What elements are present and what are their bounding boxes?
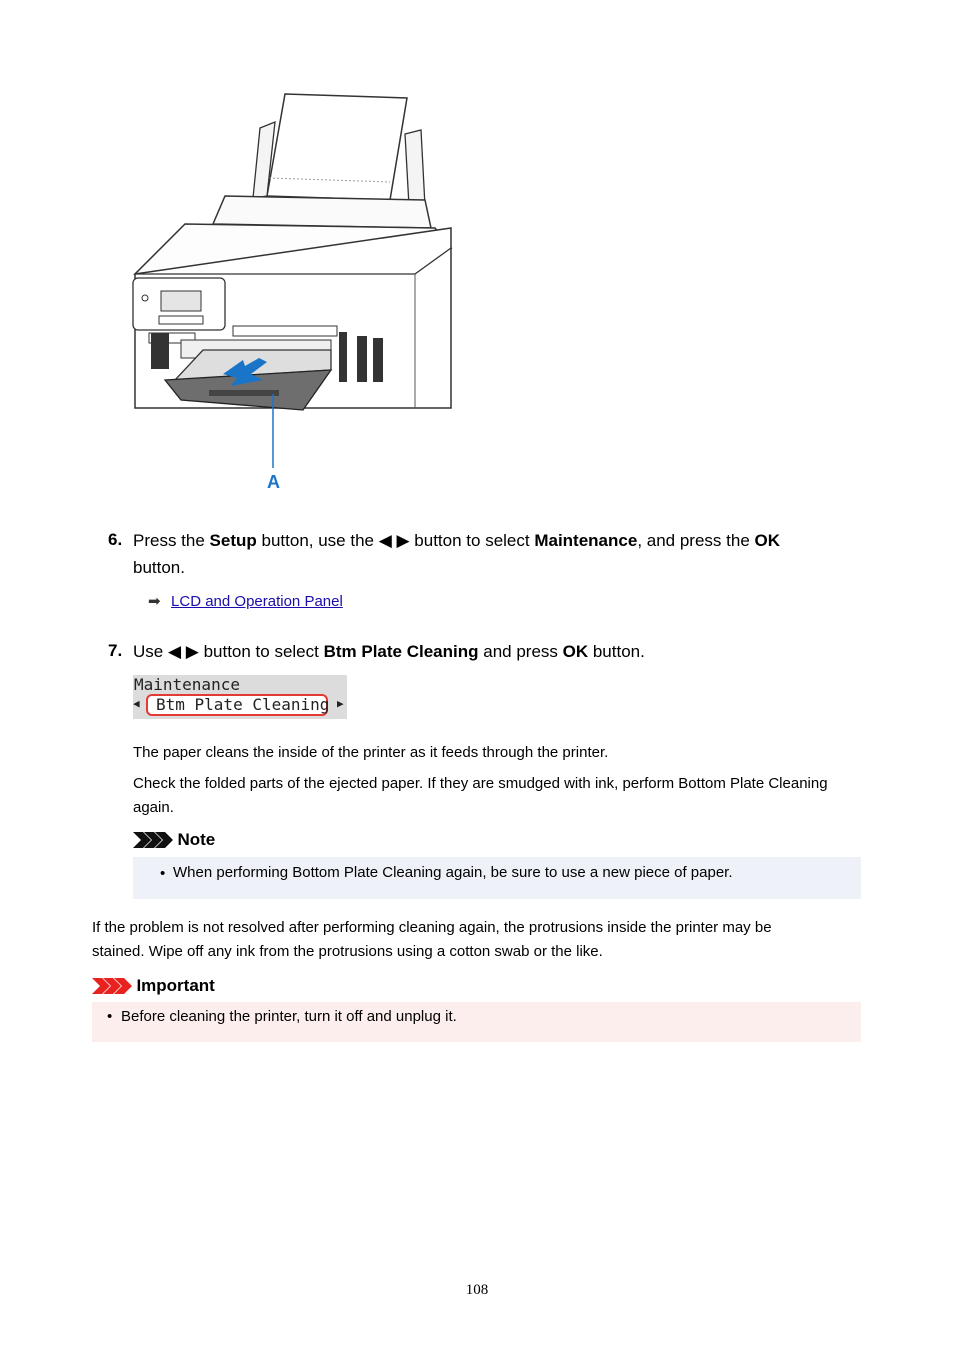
lcd-left-arrow-icon: ◀ (133, 697, 140, 710)
paragraph: If the problem is not resolved after performing cleaning again, the protrusions inside the printer may be stained. Wipe off any ink from the protrusions using a cotton swab or the like. (92, 919, 772, 960)
paragraph: The paper cleans the inside of the printer as it feeds through the printer. (133, 744, 609, 761)
lcd-screen (133, 675, 347, 719)
note-chevrons-icon (133, 831, 173, 849)
arrow-left-right-icon: ◀ ▶ (378, 531, 410, 550)
right-arrow-icon: ➡ (148, 593, 161, 610)
note-item: When performing Bottom Plate Cleaning again, be sure to use a new piece of paper. (173, 864, 733, 881)
link-row (148, 592, 343, 611)
bullet: • (160, 865, 166, 882)
lcd-right-arrow-icon: ▶ (337, 697, 344, 710)
page-number: 108 (465, 1282, 489, 1298)
important-heading: Important (92, 976, 215, 996)
arrow-left-right-icon: ◀ ▶ (167, 642, 199, 661)
callout-label: A (267, 472, 280, 492)
step-6-text: Press the Setup button, use the ◀ ▶ button to select Maintenance, and press the OK button. (133, 531, 780, 577)
bullet: • (107, 1008, 113, 1025)
note-box (133, 857, 861, 899)
printer-illustration (125, 88, 465, 498)
note-heading: Note (133, 830, 215, 850)
important-box (92, 1002, 861, 1042)
paragraph: Check the folded parts of the ejected paper. If they are smudged with ink, perform Bottom Plate Cleaning again. (133, 775, 828, 816)
lcd-selected-item: Btm Plate Cleaning (156, 695, 330, 714)
lcd-operation-panel-link[interactable]: LCD and Operation Panel (171, 593, 343, 610)
important-item: Before cleaning the printer, turn it off and unplug it. (121, 1008, 457, 1025)
step-number: 7. (108, 641, 123, 660)
important-chevrons-icon (92, 977, 132, 995)
step-number: 6. (108, 530, 123, 549)
lcd-title: Maintenance (134, 675, 240, 694)
lcd-highlight (146, 694, 328, 716)
step-7-text: Use ◀ ▶ button to select Btm Plate Cleaning and press OK button. (133, 642, 645, 661)
